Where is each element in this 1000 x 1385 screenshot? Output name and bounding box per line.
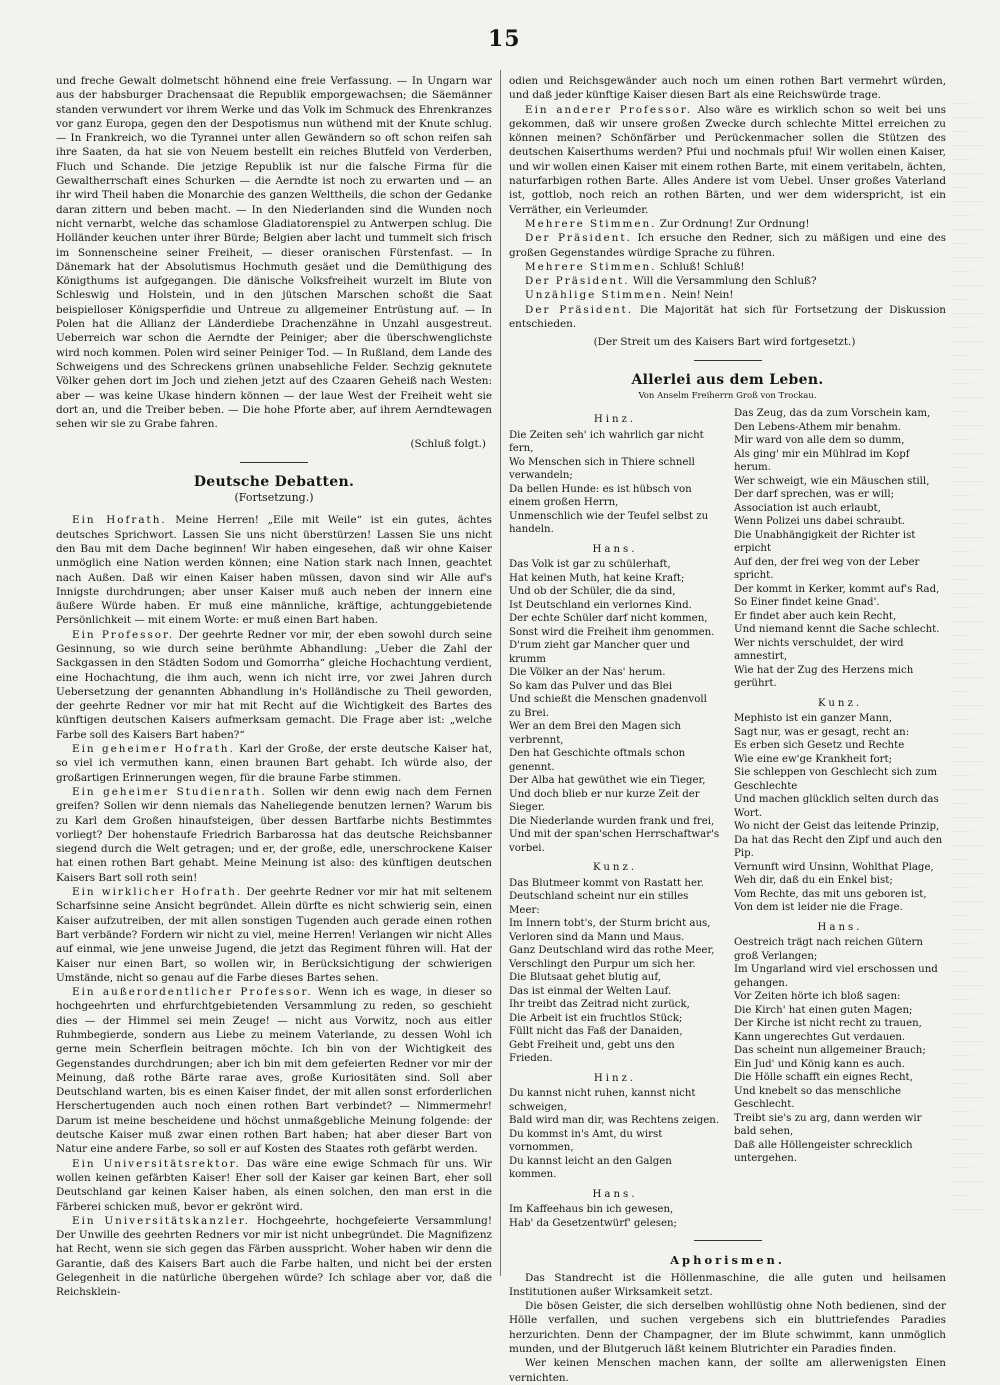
page-number: 15 <box>488 26 521 52</box>
bleed-line <box>952 1070 972 1084</box>
speaker-name: Ein außerordentlicher Professor. <box>72 986 313 999</box>
bleed-line <box>952 1182 972 1196</box>
speaker-name: Mehrere Stimmen. <box>525 260 657 273</box>
bleed-line <box>952 440 985 454</box>
left-column <box>56 74 492 1300</box>
bleed-line <box>952 188 985 202</box>
bleed-line <box>952 160 985 174</box>
speaker-name: Ein Hofrath. <box>72 514 167 527</box>
bleed-line <box>952 720 985 734</box>
speech-text: Sollen wir denn ewig nach dem Fernen greifen? Sollen wir denn niemals das Naheliegende benutzen lernen? Warum bis zu Karl dem Großen hinaufsteigen, über dessen Bartfarbe nichts Bestimmtes vorliegt? Der hohenstaufe Friedrich Barbarossa hat das deutsche Reichsbanner siegend durch die Welt getragen; und er, der große, edle, unerschrockene Kaiser hat einen rothen Bart gehabt. Meine Meinung ist also: des künftigen deutschen Kaisers Bart soll roth sein! <box>56 785 492 884</box>
speech-text: Zur Ordnung! Zur Ordnung! <box>656 217 810 230</box>
poem-line: Mephisto ist ein ganzer Mann, <box>734 713 892 725</box>
bleed-line <box>952 1098 972 1112</box>
aphorisms <box>509 1271 946 1385</box>
poem-line: Weh dir, daß du ein Enkel bist; <box>734 875 893 887</box>
poem-line: Unmenschlich wie der Teufel selbst zu handeln. <box>509 510 709 536</box>
bleed-line <box>952 384 985 398</box>
bleed-line <box>952 426 972 440</box>
debate-paragraph <box>509 303 946 332</box>
speech-text: Der geehrte Redner vor mir hat mit seltenem Scharfsinne seine Ansicht begründet. Allein dürfte es nicht schwierig sein, einen Kaiser aufzutreiben, der mit allen sonstigen Tugenden auch gerade einen rothen Bart verbände? Fordern wir nicht zu viel, meine Herren! Verlangen wir nicht Alles auf einmal, wie jene unweise Jugend, die jetzt das Regiment führen will. Hat der Kaiser nur einen Bart, so wollen wir, in Berücksichtigung der schwierigen Umstände, nicht so genau auf die Farbe dieses Bartes sehen. <box>56 886 492 984</box>
bleed-line <box>952 90 972 104</box>
speech-text: Die Majorität hat sich für Fortsetzung der Diskussion entschieden. <box>509 303 946 331</box>
bleed-line <box>952 664 985 678</box>
poem-line: Wo nicht der Geist das leitende Prinzip, <box>734 821 940 833</box>
speaker-name: Ein anderer Professor. <box>525 103 693 116</box>
poem-line: Hat keinen Muth, hat keine Kraft; <box>509 572 685 584</box>
aphorism: Wer keinen Menschen machen kann, der sollte am allerwenigsten Einen vernichten. <box>509 1357 946 1384</box>
speech-text: Ich ersuche den Redner, sich zu mäßigen und eine des großen Gegenstandes würdige Sprache zu führen. <box>509 232 947 259</box>
poem-line: Den hat Geschichte oftmals schon genennt. <box>509 748 686 773</box>
poem-line: Da bellen Hunde: es ist hübsch von einem großen Herrn, <box>509 483 692 509</box>
poem-line: Du kannst nicht ruhen, kannst nicht schweigen, <box>509 1088 696 1113</box>
poem-left-column <box>509 407 721 1230</box>
bleed-line <box>952 174 972 188</box>
section-divider <box>694 1240 762 1241</box>
poem-line: Gebt Freiheit und, gebt uns den Frieden. <box>509 1039 675 1065</box>
bleed-line <box>952 1014 972 1028</box>
bleed-line <box>952 412 985 426</box>
speech-text: Also wäre es wirklich schon so weit bei uns gekommen, daß wir unsere großen Zwecke durch schlechte Mittel erreichen zu können meinen? Schönfärber und Perückenmacher sollen die Stützen des deutschen Kaiserthums werden? Pfui und nochmals pfui! Wir wollen einen Kaiser, und wir wollen einen Kaiser mit einem rothen Barte, mit einem veritabeln, ächten, naturfarbigen rothen Barte. Alles Andere ist vom Uebel. Unser großes Vaterland ist, gottlob, noch reich an rothen Bärten, und wer dem widerspricht, ist ein Verräther, ein Verleumder. <box>509 103 946 216</box>
poem-speaker: Hinz. <box>593 1072 637 1084</box>
bleed-line <box>952 986 972 1000</box>
bleed-line <box>952 860 985 874</box>
poem-line: Da hat das Recht den Zipf und auch den Pip. <box>734 834 943 860</box>
section-title: Allerlei aus dem Leben. <box>631 371 824 388</box>
poem-line: Du kommst in's Amt, du wirst vornommen, <box>509 1128 663 1154</box>
poem-line: Wie eine ew'ge Krankheit fort; <box>734 753 893 765</box>
bleed-line <box>952 846 972 860</box>
debate-paragraph <box>56 513 492 627</box>
debate-paragraph <box>56 985 492 1157</box>
bleed-line <box>952 468 985 482</box>
aphorisms-title: Aphorismen. <box>670 1253 785 1268</box>
poem-line: Die Zeiten seh' ich wahrlich gar nicht fern, <box>509 429 704 455</box>
bleed-line <box>952 776 985 790</box>
debate-paragraph <box>56 1214 492 1300</box>
bleed-line <box>952 790 972 804</box>
poem <box>509 407 946 1230</box>
debate-paragraph <box>509 74 946 103</box>
poem-line: D'rum zieht gar Mancher quer und krumm <box>509 640 690 665</box>
bleed-line <box>952 804 985 818</box>
bleed-line <box>952 622 972 636</box>
bleed-line <box>952 216 985 230</box>
bleed-line <box>952 748 985 762</box>
bleed-line <box>952 1140 985 1154</box>
bleed-line <box>952 370 972 384</box>
poem-line: Kann ungerechtes Gut verdauen. <box>734 1031 906 1043</box>
poem-line: Wo Menschen sich in Thiere schnell verwandeln; <box>509 456 695 482</box>
bleed-line <box>952 1154 972 1168</box>
poem-line: Und doch blieb er nur kurze Zeit der Sieger. <box>509 788 700 814</box>
bleed-line <box>952 510 972 524</box>
speech-text: Nein! Nein! <box>668 289 734 302</box>
debate-paragraph <box>509 274 946 288</box>
poem-line: Wer an dem Brei den Magen sich verbrennt, <box>509 721 681 746</box>
poem-line: Auf den, der frei weg von der Leber spricht. <box>734 556 920 582</box>
poem-line: Verloren sind da Mann und Maus. <box>509 931 685 943</box>
bleed-line <box>952 314 972 328</box>
poem-line: Die Kirch' hat einen guten Magen; <box>734 1004 913 1016</box>
bleed-line <box>952 734 972 748</box>
poem-line: Du kannst leicht an den Galgen kommen. <box>509 1155 672 1181</box>
debate-paragraph <box>56 742 492 785</box>
poem-speaker: Hans. <box>592 1188 638 1200</box>
speaker-name: Der Präsident. <box>525 275 630 288</box>
bleed-line <box>952 552 985 566</box>
poem-line: Es erben sich Gesetz und Rechte <box>734 740 905 752</box>
bleed-line <box>952 1196 985 1210</box>
bleed-line <box>952 230 972 244</box>
bleed-line <box>952 902 972 916</box>
poem-line: Die Niederlande wurden frank und frei, <box>509 815 715 827</box>
bleed-line <box>952 1126 972 1140</box>
bleed-line <box>952 454 972 468</box>
bleed-line <box>952 692 985 706</box>
speaker-name: Der Präsident. <box>525 303 634 316</box>
bleed-line <box>952 356 985 370</box>
poem-line: Im Kaffeehaus bin ich gewesen, <box>509 1204 674 1216</box>
poem-line: So kam das Pulver und das Blei <box>509 680 673 692</box>
poem-line: Wenn Polizei uns dabei schraubt. <box>734 516 906 528</box>
bleed-line <box>952 1028 985 1042</box>
column-divider <box>500 70 501 1276</box>
bleed-line <box>952 146 972 160</box>
bleed-line <box>952 202 972 216</box>
poem-line: Bald wird man dir, was Rechtens zeigen. <box>509 1115 720 1127</box>
speaker-name: Ein Universitätskanzler. <box>72 1214 250 1227</box>
poem-line: Ihr treibt das Zeitrad nicht zurück, <box>509 999 690 1011</box>
poem-line: Deutschland scheint nur ein stilles Meer: <box>509 891 689 916</box>
bleed-line <box>952 482 972 496</box>
bleed-line <box>952 328 985 342</box>
poem-line: Ist Deutschland ein verlornes Kind. <box>509 599 692 611</box>
poem-line: Vor Zeiten hörte ich bloß sagen: <box>734 991 901 1003</box>
bleed-line <box>952 678 972 692</box>
poem-line: Das ist einmal der Welten Lauf. <box>509 985 672 997</box>
poem-speaker: Hans. <box>592 543 638 555</box>
bleed-line <box>952 1168 985 1182</box>
bleed-line <box>952 650 972 664</box>
bleed-line <box>952 958 972 972</box>
poem-line: Sagt nur, was er gesagt, recht an: <box>734 726 910 738</box>
bleed-line <box>952 888 985 902</box>
poem-line: Und niemand kennt die Sache schlecht. <box>734 624 940 636</box>
poem-line: Füllt nicht das Faß der Danaiden, <box>509 1026 683 1038</box>
bleed-line <box>952 398 972 412</box>
poem-speaker: Hans. <box>817 921 863 933</box>
poem-line: Und knebelt so das menschliche Geschlecht. <box>734 1085 902 1111</box>
poem-line: Von dem ist leider nie die Frage. <box>734 902 903 914</box>
bleed-line <box>952 832 985 846</box>
speech-text: Wenn ich es wage, in dieser so hochgeehrten und ehrfurchtgebietenden Versammlung zu reden, so geschieht dies — der Himmel sei mein Zeuge! — nicht aus Vorwitz, noch aus eitler Ruhmbegierde, sondern aus Liebe zu meinem Vaterlande, zu dessen Wohl ich gerne mein Scherflein beitragen möchte. Ich bin von der Wichtigkeit des Gegenstandes durchdrungen; aber ich bin mit dem gefeierten Redner vor mir der Meinung, daß rothe Bärte rarae aves, große Kuriositäten sind. Soll aber Deutschland warten, bis es einen Kaiser findet, der mit allen sonst erforderlichen Herschertugenden auch noch einen rothen Bart verbindet? — Nimmermehr! Darum ist meine bescheidene und höchst unmaßgebliche Meinung folgende: der deutsche Kaiser muß zwar einen rothen Bart haben; hat aber dieser Bart von Natur eine andere Farbe, so soll er auf Kosten des Staates roth gefärbt werden. <box>56 986 493 1156</box>
poem-line: Das Volk ist gar zu schülerhaft, <box>509 559 671 571</box>
debate-paragraph <box>509 260 946 274</box>
continuation-note: (Der Streit um des Kaisers Bart wird fortgesetzt.) <box>593 336 856 349</box>
speaker-name: Der Präsident. <box>525 232 632 245</box>
bleed-line <box>952 916 985 930</box>
bleed-line <box>952 244 985 258</box>
speech-text: Hochgeehrte, hochgefeierte Versammlung! Der Unwille des geehrten Redners vor mir ist nicht unbegründet. Die Magnifizenz hat Recht, wenn sie sich gegen das Färben ausspricht. Woher haben wir denn die Garantie, daß des Kaisers Bart auch die Farbe halten, und nicht bei der ersten Gelegenheit in die natürliche übergehen würde? Ich schlage aber vor, daß die Reichsklein- <box>56 1214 492 1299</box>
poem-line: Vernunft wird Unsinn, Wohlthat Plage, <box>734 861 934 873</box>
poem-right-column <box>734 407 946 1230</box>
poem-line: Vom Rechte, das mit uns geboren ist, <box>734 888 927 900</box>
bleed-line <box>952 258 972 272</box>
debate-paragraph <box>56 885 492 985</box>
poem-line: Der kommt in Kerker, kommt auf's Rad, <box>734 583 940 595</box>
speaker-name: Ein geheimer Hofrath. <box>72 743 235 756</box>
debate-paragraphs <box>56 513 492 1299</box>
poem-line: Wie hat der Zug des Herzens mich gerührt. <box>734 664 914 690</box>
bleed-line <box>952 538 972 552</box>
speech-text: Meine Herren! „Eile mit Weile“ ist ein gutes, ächtes deutsches Sprichwort. Lassen Sie uns nicht überstürzen! Lassen Sie uns nicht den Bau mit dem Dache beginnen! Wir haben eingesehen, daß wir ohne Kaiser unmöglich eine Nation werden können; eine Nation stark nach Innen, geachtet nach Außen. Daß wir einen Kaiser haben müssen, davon sind wir Alle auf's Innigste durchdrungen; aber unser Kaiser muß auch neben der innern eine äußere Würde haben. Er muß eine männliche, kräftige, achtunggebietende Persönlichkeit — mit einem Worte: er muß einen Bart haben. <box>56 514 492 627</box>
bleed-line <box>952 496 985 510</box>
poem-line: Association ist auch erlaubt, <box>734 502 881 514</box>
poem-line: Das Zeug, das da zum Vorschein kam, <box>734 408 931 420</box>
right-column <box>509 74 946 1385</box>
speaker-name: Ein Universitätsrektor. <box>72 1157 241 1170</box>
poem-line: Mir ward von alle dem so dumm, <box>734 435 905 447</box>
bleed-line <box>952 524 985 538</box>
section-subtitle: (Fortsetzung.) <box>234 491 314 505</box>
section-divider <box>240 462 308 463</box>
poem-line: Oestreich trägt nach reichen Gütern groß Verlangen; <box>734 937 923 962</box>
debate-paragraph <box>56 1157 492 1214</box>
bleed-line <box>952 1000 985 1014</box>
poem-speaker: Kunz. <box>592 862 638 874</box>
poem-line: Treibt sie's zu arg, dann werden wir bald sehen, <box>734 1112 922 1138</box>
poem-line: Wer nichts verschuldet, der wird amnestirt, <box>734 637 904 663</box>
bleed-line <box>952 580 985 594</box>
section-title: Deutsche Debatten. <box>193 473 355 490</box>
speaker-name: Mehrere Stimmen. <box>525 217 657 230</box>
poem-line: Verschlingt den Purpur um sich her. <box>509 958 696 970</box>
bleed-line <box>952 706 972 720</box>
poem-line: Im Innern tobt's, der Sturm bricht aus, <box>509 918 711 930</box>
bleed-line <box>952 272 985 286</box>
debate-paragraph <box>56 785 492 885</box>
bleed-line <box>952 874 972 888</box>
poem-line: Der Kirche ist nicht recht zu trauen, <box>734 1018 922 1030</box>
bleed-line <box>952 342 972 356</box>
debate-paragraphs-continued <box>509 74 946 331</box>
speech-text: Der geehrte Redner vor mir, der eben sowohl durch seine Gesinnung, so wie durch seine berühmte Abhandlung: „Ueber die Zahl der Sackgassen in den Städten Sodom und Gomorrha“ gleiche Hochachtung verdient, eine Hochachtung, die ihm auch, wenn ich nicht irre, vor zwei Jahren durch Uebersetzung der genannten Abhandlung in's Holländische zu Theil geworden, der geehrte Redner vor mir hat mit Recht auf die Wichtigkeit des Bartes des künftigen deutschen Kaisers aufmerksam gemacht. Die Frage aber ist: „welche Farbe soll des Kaisers Bart haben?“ <box>56 628 492 741</box>
speech-text: odien und Reichsgewänder auch noch um einen rothen Bart vermehrt würden, und daß jeder künftige Kaiser diesen Bart als eine Reichswürde trage. <box>509 75 946 102</box>
poem-line: Und machen glücklich selten durch das Wort. <box>734 794 939 819</box>
poem-line: Ganz Deutschland wird das rothe Meer, <box>509 945 715 957</box>
bleed-line <box>952 566 972 580</box>
speaker-name: Ein Professor. <box>72 628 175 641</box>
poem-line: Die Völker an der Nas' herum. <box>509 667 666 679</box>
bleed-line <box>952 104 985 118</box>
debate-paragraph <box>509 288 946 302</box>
poem-line: Ein Jud' und König kann es auch. <box>734 1058 905 1070</box>
poem-line: Die Hölle schafft ein eignes Recht, <box>734 1072 913 1084</box>
debate-paragraph <box>509 217 946 231</box>
speech-text: Das wäre eine ewige Schmach für uns. Wir wollen keinen gefärbten Kaiser! Eher soll der Kaiser gar keinen Bart, eher soll Deutschland gar keinen Kaiser haben, als einen solchen, den man erst in die Färberei schicken muß, bevor er gekrönt wird. <box>56 1157 492 1213</box>
poem-line: Als ging' mir ein Mühlrad im Kopf herum. <box>734 448 910 474</box>
poem-line: Sonst wird die Freiheit ihm genommen. <box>509 626 715 638</box>
poem-line: Daß alle Höllengeister schrecklich untergehen. <box>734 1139 913 1165</box>
intro-paragraph: und freche Gewalt dolmetscht höhnend eine freie Verfassung. — In Ungarn war aus der habsburger Drachensaat die Republik emporgewachsen; die Säemänner standen verwundert vor ihrem Werke und das Volk im Schmuck des Ehrenkranzes vor ganz Europa, gegen den der Despotismus nun wüthend mit der Knute schlug. — In Frankreich, wo die Tyrannei unter allen Gewändern so oft schon reifen sah ihre Saaten, da hat sie von Neuem bestellt ein reiches Blutfeld von Verderben, Fluch und Schande. Die jetzige Republik ist nur die falsche Firma für die Gewaltherrschaft eines Schurken — die Aerndte ist noch zu erwarten und — an ihr wird Theil haben die Monarchie des ganzen Welttheils, die schon der Gedanke daran zittern und beben macht. — In den Niederlanden sind die Wunden noch nicht vernarbt, welche das schamlose Gladiatorenspiel zu Antwerpen schlug. Die Holländer keuchen unter ihrer Bürde; Belgien aber lacht und tummelt sich frisch im Sonnenscheine seiner Freiheit, — dieser oranischen Fürstenfast. — In Dänemark hat der Absolutismus Hochmuth gesäet und die Demüthigung des Königthums ist aufgegangen. Die dänische Volksfreiheit wurzelt im Blute von Schleswig und Holstein, und in den jütschen Marschen schoßt die Saat beispielloser Königsperfidie und Untreue zu allgemeiner Entrüstung auf. — In Polen hat die Allianz der Länderdiebe Drachenzähne in Unzahl ausgestreut. Ueberreich war schon die Aerndte der Peiniger; aber die überschwenglichste wird noch kommen. Polen wird seiner Peiniger Tod. — In Rußland, dem Lande des Schweigens und des Schreckens grünen unabsehliche Felder. Sechzig geknutete Völker gehen dort im Joch und ziehen jetzt auf des Czaaren Geheiß nach Westen: aber — was keine Ukase hindern können — der laue West der Freiheit weht sie dort an, und die Treiber beben. — Die hohe Pforte aber, auf ihrem Aerndtewagen sehen wir sie zu Grabe fahren. <box>56 75 492 431</box>
bleed-line <box>952 1056 985 1070</box>
continuation-note: (Schluß folgt.) <box>410 438 486 451</box>
bleed-line <box>952 1112 985 1126</box>
bleed-line <box>952 944 985 958</box>
bleed-line <box>952 286 972 300</box>
bleed-line <box>952 594 972 608</box>
poem-line: Die Arbeit ist ein fruchtlos Stück; <box>509 1012 683 1024</box>
debate-paragraph <box>509 103 946 217</box>
aphorism: Die bösen Geister, die sich derselben wohllüstig ohne Noth bedienen, sind der Hölle verfallen, und suchen vergebens sich ein bluttriefendes Paradies herzurichten. Denn der Champagner, der im Blute schwimmt, kann unmöglich munden, und der Blutgeruch läßt keinem Blutrichter ein Paradies finden. <box>509 1300 946 1356</box>
speaker-name: Ein geheimer Studienrath. <box>72 785 267 798</box>
bleed-line <box>952 818 972 832</box>
bleed-line <box>952 132 985 146</box>
bleed-through-text <box>952 90 998 1270</box>
bleed-line <box>952 1042 972 1056</box>
bleed-line <box>952 930 972 944</box>
poem-line: Den Lebens-Athem mir benahm. <box>734 421 902 433</box>
speech-text: Karl der Große, der erste deutsche Kaiser hat, so viel ich vermuthen kann, einen braunen Bart gehabt. Ich würde also, der großartigen Erinnerungen wegen, für die braune Farbe stimmen. <box>56 743 492 784</box>
poem-line: Hab' da Gesetzentwürf' gelesen; <box>509 1217 677 1229</box>
poem-line: Sie schleppen von Geschlecht sich zum Geschlechte <box>734 767 937 792</box>
poem-line: Das scheint nun allgemeiner Brauch; <box>734 1045 926 1057</box>
poem-line: Das Blutmeer kommt von Rastatt her. <box>509 877 704 889</box>
bleed-line <box>952 300 985 314</box>
poem-speaker: Hinz. <box>593 414 637 426</box>
speech-text: Will die Versammlung den Schluß? <box>629 275 817 288</box>
poem-line: Wer schweigt, wie ein Mäuschen still, <box>734 475 930 487</box>
poem-line: Der Alba hat gewüthet wie ein Tieger, <box>509 775 706 787</box>
poem-line: So Einer findet keine Gnad'. <box>734 597 880 609</box>
debate-paragraph <box>509 231 946 260</box>
poem-line: Und ob der Schüler, die da sind, <box>509 586 676 598</box>
speech-text: Schluß! Schluß! <box>656 260 745 273</box>
bleed-line <box>952 608 985 622</box>
bleed-line <box>952 636 985 650</box>
bleed-line <box>952 972 985 986</box>
poem-line: Im Ungarland wird viel erschossen und gehangen. <box>734 964 938 989</box>
poem-line: Und mit der span'schen Herrschaftwar's vorbei. <box>509 829 720 854</box>
bleed-line <box>952 1084 985 1098</box>
poem-line: Und schießt die Menschen gnadenvoll zu Brei. <box>509 694 707 719</box>
debate-paragraph <box>56 628 492 742</box>
poem-line: Der darf sprechen, was er will; <box>734 489 895 501</box>
bleed-line <box>952 118 972 132</box>
poem-line: Die Blutsaat gehet blutig auf, <box>509 972 662 984</box>
speaker-name: Ein wirklicher Hofrath. <box>72 886 243 899</box>
poem-line: Die Unabhängigkeit der Richter ist erpicht <box>734 529 916 555</box>
bleed-line <box>952 762 972 776</box>
byline: Von Anselm Freiherrn Groß von Trockau. <box>638 390 817 401</box>
speaker-name: Unzählige Stimmen. <box>525 289 669 302</box>
aphorism: Das Standrecht ist die Höllenmaschine, die alle guten und heilsamen Institutionen außer Wirksamkeit setzt. <box>509 1271 946 1298</box>
section-divider <box>694 360 762 361</box>
poem-speaker: Kunz. <box>817 697 863 709</box>
poem-line: Er findet aber auch kein Recht, <box>734 610 897 622</box>
poem-line: Der echte Schüler darf nicht kommen, <box>509 613 708 625</box>
